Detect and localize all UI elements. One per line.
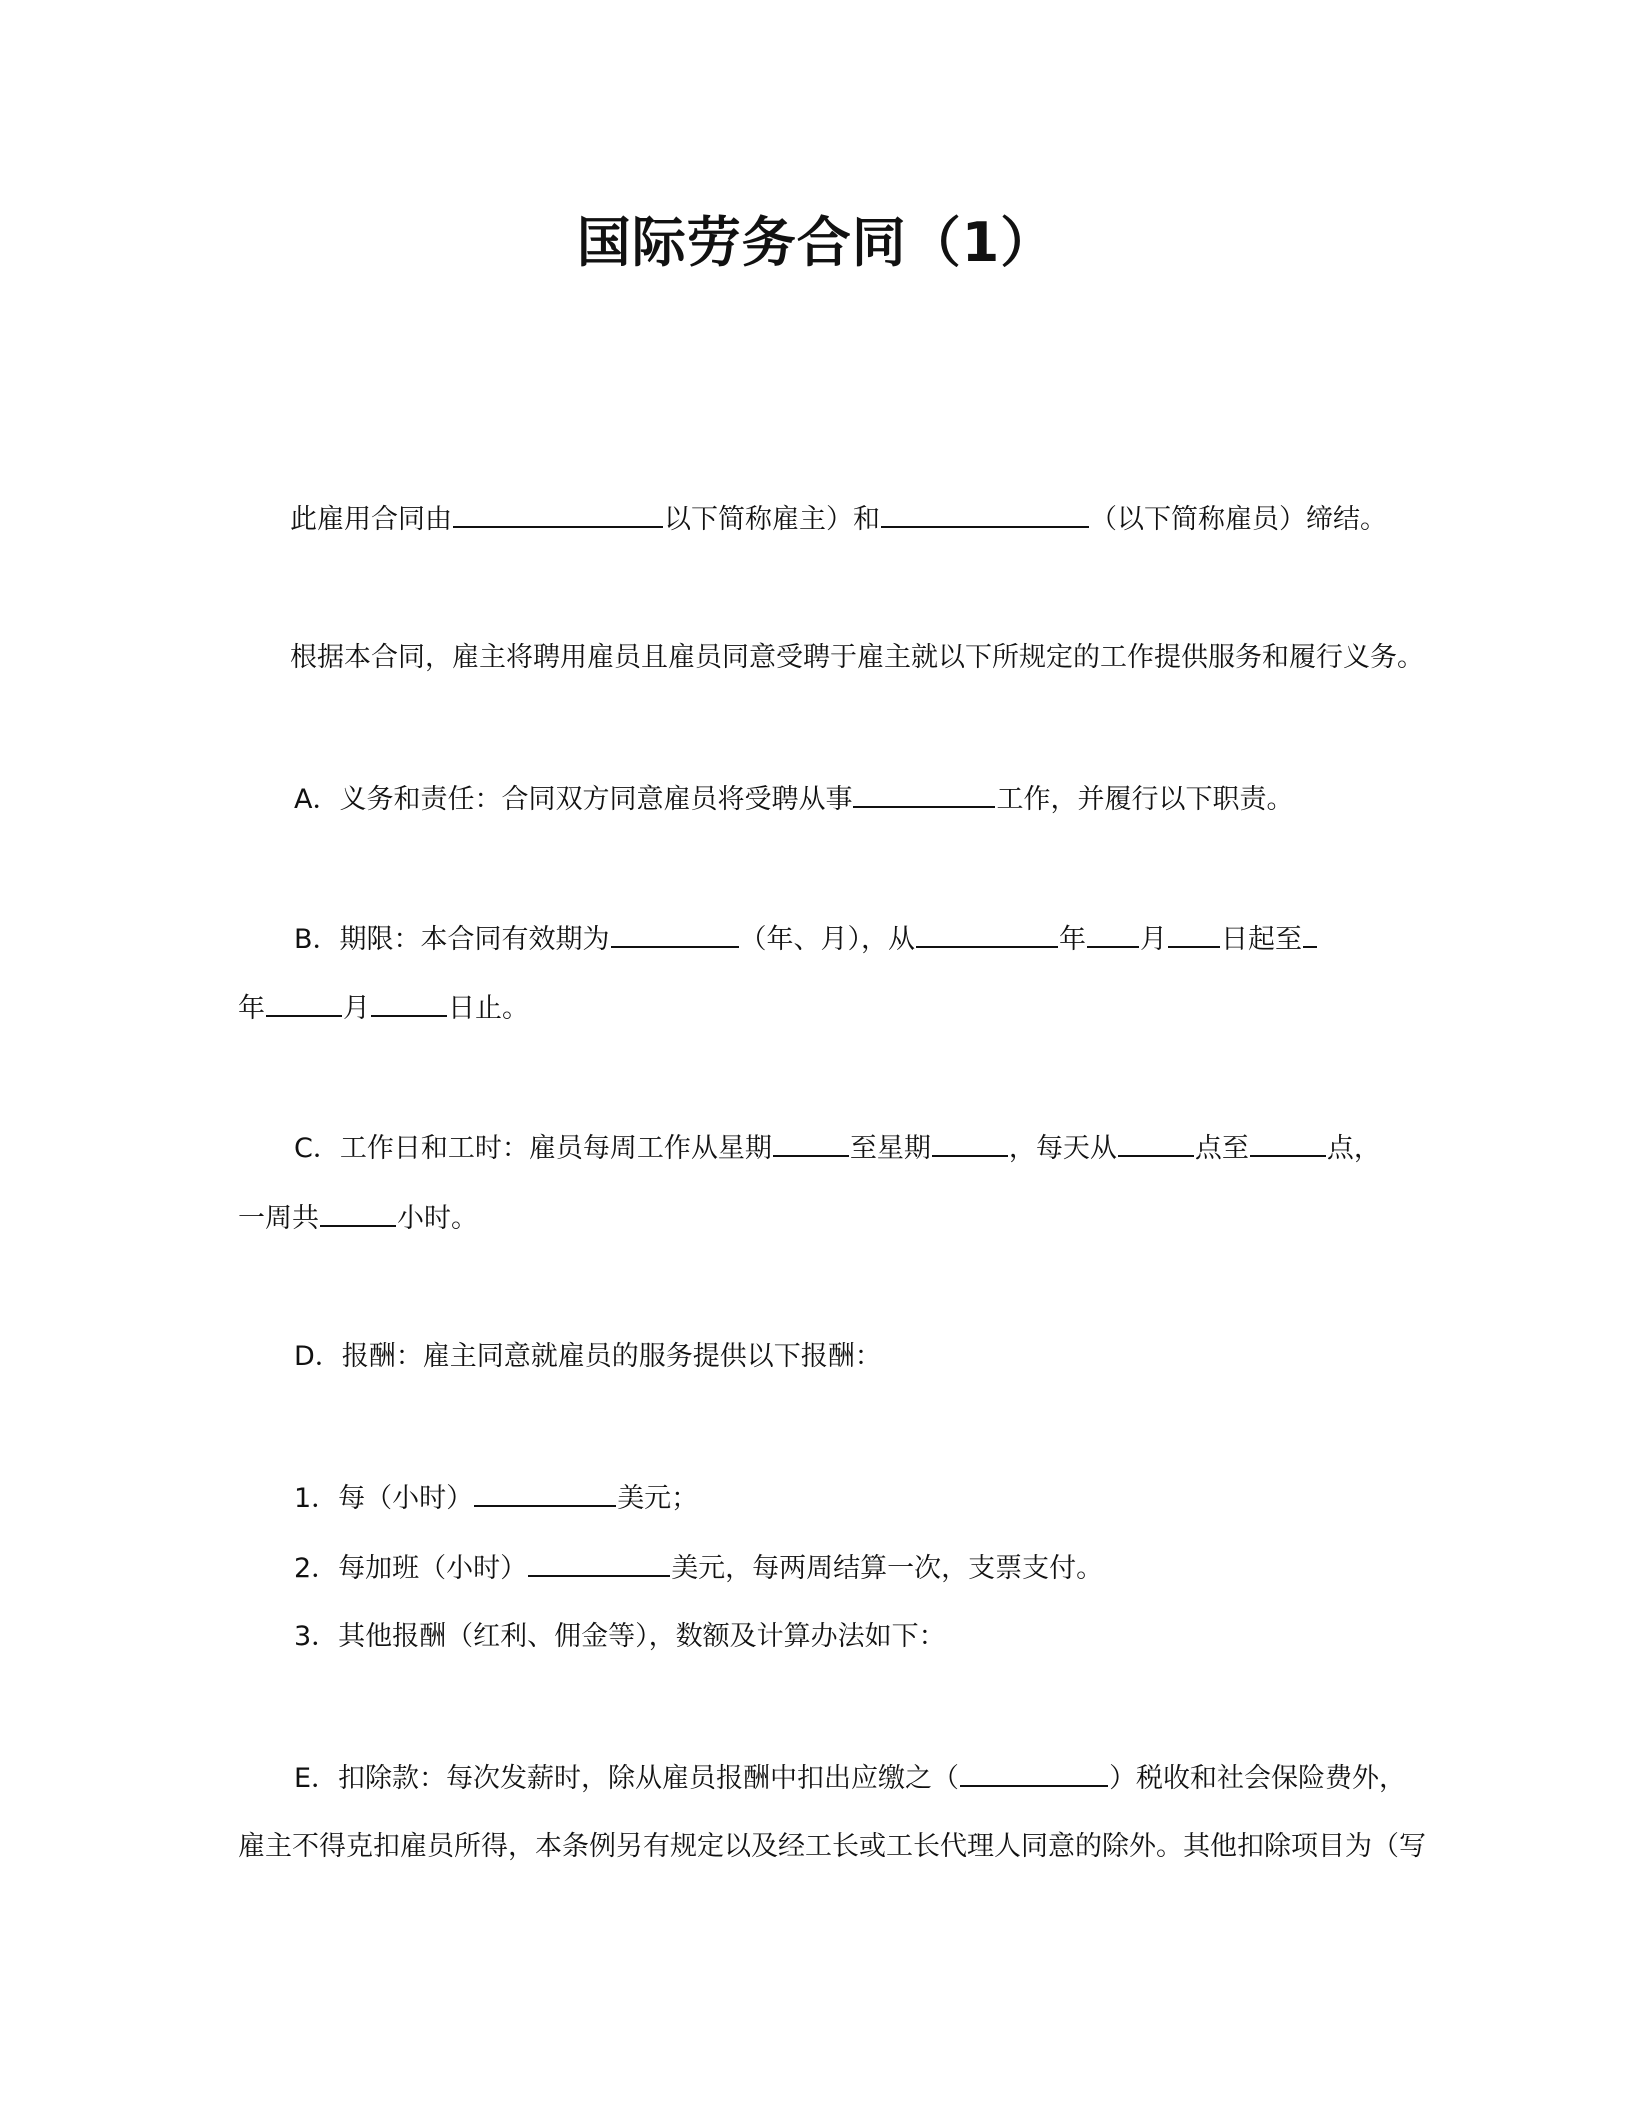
clause-b-text-3: 年 xyxy=(1059,924,1087,955)
clause-b-text-7: 月 xyxy=(343,993,370,1024)
hourly-rate-blank[interactable] xyxy=(474,1477,616,1507)
parties-line xyxy=(290,498,1387,540)
clause-b-text-6: 年 xyxy=(238,993,265,1024)
tax-type-blank[interactable] xyxy=(960,1757,1108,1787)
clause-d-item-2-text-2: 美元，每两周结算一次，支票支付。 xyxy=(671,1553,1104,1584)
end-month-blank[interactable] xyxy=(266,987,342,1017)
clause-c-line-2 xyxy=(238,1197,478,1239)
employer-name-blank[interactable] xyxy=(453,498,663,528)
end-day-blank[interactable] xyxy=(371,987,447,1017)
clause-d-item-1-text-1: 1．每（小时） xyxy=(294,1483,474,1514)
end-year-blank[interactable] xyxy=(1303,918,1317,948)
clause-c-text-3: ，每天从 xyxy=(1008,1133,1117,1164)
clause-c-text-4: 点至 xyxy=(1194,1133,1249,1164)
overtime-rate-blank[interactable] xyxy=(528,1547,670,1577)
clause-c-text-6: 一周共 xyxy=(238,1203,319,1234)
clause-b-text-8: 日止。 xyxy=(448,993,529,1024)
term-length-blank[interactable] xyxy=(611,918,739,948)
clause-b-text-1: B．期限：本合同有效期为 xyxy=(294,924,610,955)
parties-text-2: 以下简称雇主）和 xyxy=(664,504,880,535)
clause-b-text-2: （年、月），从 xyxy=(739,924,916,955)
clause-b-text-5: 日起至 xyxy=(1221,924,1303,955)
clause-d-item-3: 3．其他报酬（红利、佣金等），数额及计算办法如下： xyxy=(294,1621,946,1652)
start-month-blank[interactable] xyxy=(1087,918,1139,948)
clause-c-text-5: 点， xyxy=(1326,1133,1381,1164)
clause-a xyxy=(294,778,1293,820)
end-weekday-blank[interactable] xyxy=(932,1127,1008,1157)
clause-d-heading: D．报酬：雇主同意就雇员的服务提供以下报酬： xyxy=(294,1341,882,1372)
clause-e-line-1 xyxy=(294,1757,1406,1799)
clause-b-line-1 xyxy=(294,918,1318,960)
clause-b-line-2 xyxy=(238,987,529,1029)
start-year-blank[interactable] xyxy=(916,918,1058,948)
start-day-blank[interactable] xyxy=(1168,918,1220,948)
clause-a-text-2: 工作，并履行以下职责。 xyxy=(996,784,1294,815)
clause-e-line-2: 雇主不得克扣雇员所得，本条例另有规定以及经工长或工长代理人同意的除外。其他扣除项目为（写 xyxy=(238,1831,1426,1862)
parties-text-3: （以下简称雇员）缔结。 xyxy=(1090,504,1387,535)
clause-c-text-2: 至星期 xyxy=(849,1133,931,1164)
clause-a-text-1: A．义务和责任：合同双方同意雇员将受聘从事 xyxy=(294,784,853,815)
start-hour-blank[interactable] xyxy=(1118,1127,1194,1157)
clause-e-text-2: ）税收和社会保险费外， xyxy=(1109,1763,1407,1794)
clause-e-text-1: E．扣除款：每次发薪时，除从雇员报酬中扣出应缴之（ xyxy=(294,1763,960,1794)
clause-d-item-2 xyxy=(294,1547,1103,1589)
parties-text-1: 此雇用合同由 xyxy=(290,504,452,535)
clause-c-line-1 xyxy=(294,1127,1381,1169)
clause-d-item-1-text-2: 美元； xyxy=(617,1483,699,1514)
intro-paragraph: 根据本合同，雇主将聘用雇员且雇员同意受聘于雇主就以下所规定的工作提供服务和履行义务。 xyxy=(290,642,1424,673)
clause-c-text-1: C．工作日和工时：雇员每周工作从星期 xyxy=(294,1133,772,1164)
start-weekday-blank[interactable] xyxy=(773,1127,849,1157)
end-hour-blank[interactable] xyxy=(1250,1127,1326,1157)
weekly-hours-blank[interactable] xyxy=(320,1197,396,1227)
clause-d-item-1 xyxy=(294,1477,698,1519)
clause-b-text-4: 月 xyxy=(1140,924,1168,955)
clause-d-item-2-text-1: 2．每加班（小时） xyxy=(294,1553,528,1584)
clause-c-text-7: 小时。 xyxy=(397,1203,478,1234)
employee-name-blank[interactable] xyxy=(881,498,1089,528)
document-title: 国际劳务合同（1） xyxy=(576,211,1056,274)
job-title-blank[interactable] xyxy=(853,778,995,808)
